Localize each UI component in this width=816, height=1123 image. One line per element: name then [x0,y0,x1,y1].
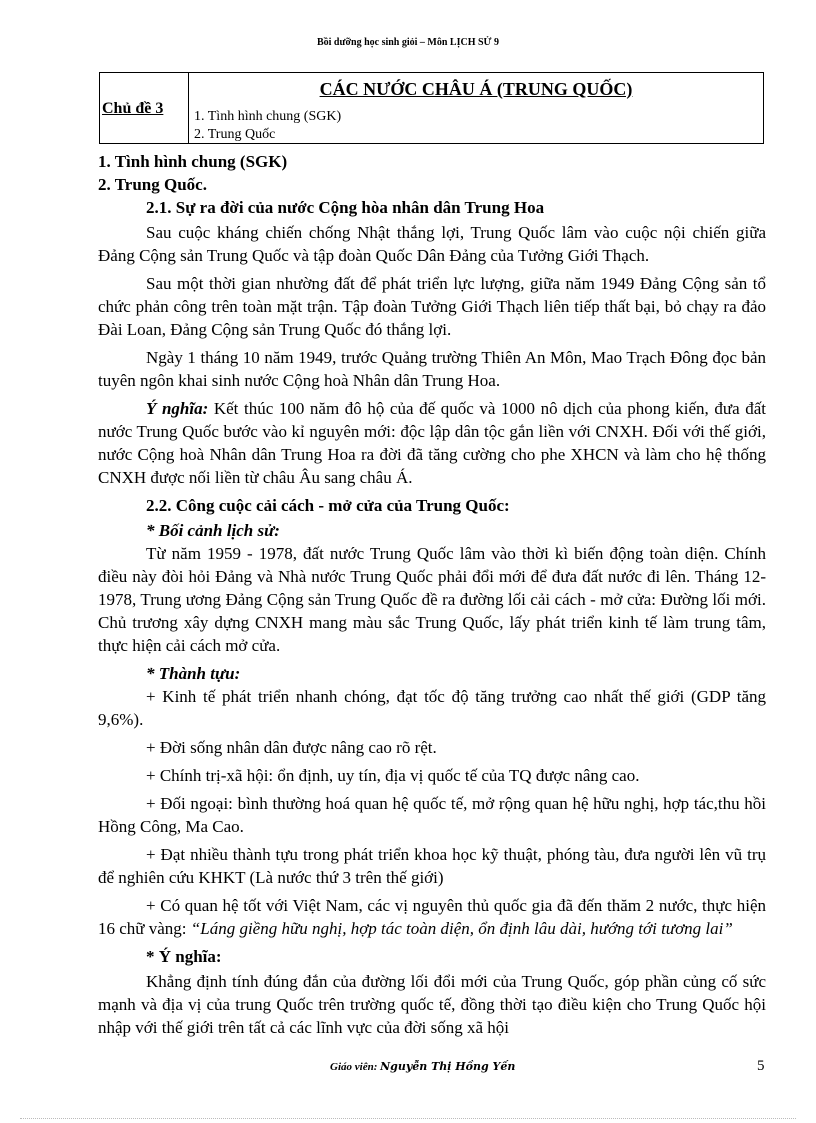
document-body [98,150,766,1044]
topic-title: CÁC NƯỚC CHÂU Á (TRUNG QUỐC) [319,79,633,99]
section-2-1-heading: 2.1. Sự ra đời của nước Cộng hòa nhân dân Trung Hoa [146,198,545,217]
paragraph: Từ năm 1959 - 1978, đất nước Trung Quốc lâm vào thời kì biến động toàn diện. Chính điều này đòi hỏi Đảng và Nhà nước Trung Quốc phải đổi mới để đưa đất nước đi lên. Tháng 12-1978, Trung ương Đảng Cộng sản Trung Quốc đề ra đường lối cải cách - mở cửa: Đường lối mới. Chủ trương xây dựng CNXH mang màu sắc Trung Quốc, lấy phát triển kinh tế làm trung tâm, thực hiện cải cách mở cửa. [98,544,766,655]
list-item [98,894,766,940]
topic-content-cell [189,73,763,143]
list-item: + Đạt nhiều thành tựu trong phát triển khoa học kỹ thuật, phóng tàu, đưa người lên vũ trụ để nghiên cứu KHKT (Là nước thứ 3 trên thế giới) [98,845,766,887]
golden-words-quote: “Láng giềng hữu nghị, hợp tác toàn diện, ổn định lâu dài, hướng tới tương lai” [190,919,733,938]
paragraph: Khẳng định tính đúng đắn của đường lối đổi mới của Trung Quốc, góp phần củng cố sức mạnh và địa vị của trung Quốc trên trường quốc tế, đồng thời tạo điều kiện cho Trung Quốc hội nhập với thế giới trên tất cả các lĩnh vực của đời sống xã hội [98,972,766,1037]
paragraph: Sau cuộc kháng chiến chống Nhật thắng lợi, Trung Quốc lâm vào cuộc nội chiến giữa Đảng Cộng sản Trung Quốc và tập đoàn Quốc Dân Đảng của Tưởng Giới Thạch. [98,223,766,265]
section-2-2-heading: 2.2. Công cuộc cải cách - mở cửa của Trung Quốc: [146,496,510,515]
list-item: + Kinh tế phát triển nhanh chóng, đạt tốc độ tăng trưởng cao nhất thế giới (GDP tăng 9,6%). [98,687,766,729]
meaning-text: Kết thúc 100 năm đô hộ của đế quốc và 1000 nô dịch của phong kiến, đưa đất nước Trung Quốc bước vào kỉ nguyên mới: độc lập dân tộc gắn liền với CNXH. Đối với thế giới, nước Cộng hoà Nhân dân Trung Hoa ra đời đã tăng cường cho phe XHCN và làm cho hệ thống CNXH được nối liền từ châu Âu sang châu Á. [98,399,766,487]
section-1-heading: 1. Tình hình chung (SGK) [98,152,288,171]
paragraph: Sau một thời gian nhường đất để phát triển lực lượng, giữa năm 1949 Đảng Cộng sản tổ chức phản công trên toàn mặt trận. Tập đoàn Tưởng Giới Thạch liên tiếp thất bại, bỏ chạy ra đảo Đài Loan, Đảng Cộng sản Trung Quốc đó thắng lợi. [98,274,766,339]
paragraph: Ngày 1 tháng 10 năm 1949, trước Quảng trường Thiên An Môn, Mao Trạch Đông đọc bản tuyên ngôn khai sinh nước Cộng hoà Nhân dân Trung Hoa. [98,348,766,390]
vietnam-text: + Có quan hệ tốt với Việt Nam, các vị nguyên thủ quốc gia đã đến thăm 2 nước, thực hiện 16 chữ vàng: [98,896,766,938]
teacher-label: Giáo viên: [330,1061,378,1073]
section-2-heading: 2. Trung Quốc. [98,175,207,194]
page-number: 5 [757,1058,765,1074]
list-item: + Đời sống nhân dân được nâng cao rõ rệt. [146,738,437,757]
topic-item: 1. Tình hình chung (SGK) [194,109,342,124]
topic-label-cell [100,73,189,143]
list-item: + Đối ngoại: bình thường hoá quan hệ quốc tế, mở rộng quan hệ hữu nghị, hợp tác,thu hồi Hồng Công, Ma Cao. [98,794,766,836]
context-heading: * Bối cảnh lịch sử: [146,521,280,540]
teacher-name: Nguyễn Thị Hồng Yến [380,1060,516,1073]
page-footer [330,1060,515,1073]
topic-item: 2. Trung Quốc [194,127,276,142]
meaning-paragraph [98,397,766,489]
topic-label: Chủ đề 3 [102,100,164,117]
list-item: + Chính trị-xã hội: ổn định, uy tín, địa vị quốc tế của TQ được nâng cao. [146,766,640,785]
meaning-label: Ý nghĩa: [146,399,209,418]
page-divider [20,1118,796,1119]
meaning-heading: * Ý nghĩa: [146,947,222,966]
page-header: Bồi dưỡng học sinh giỏi – Môn LỊCH SỬ 9 [316,37,500,48]
achievements-heading: * Thành tựu: [146,664,241,683]
topic-table [99,72,764,144]
